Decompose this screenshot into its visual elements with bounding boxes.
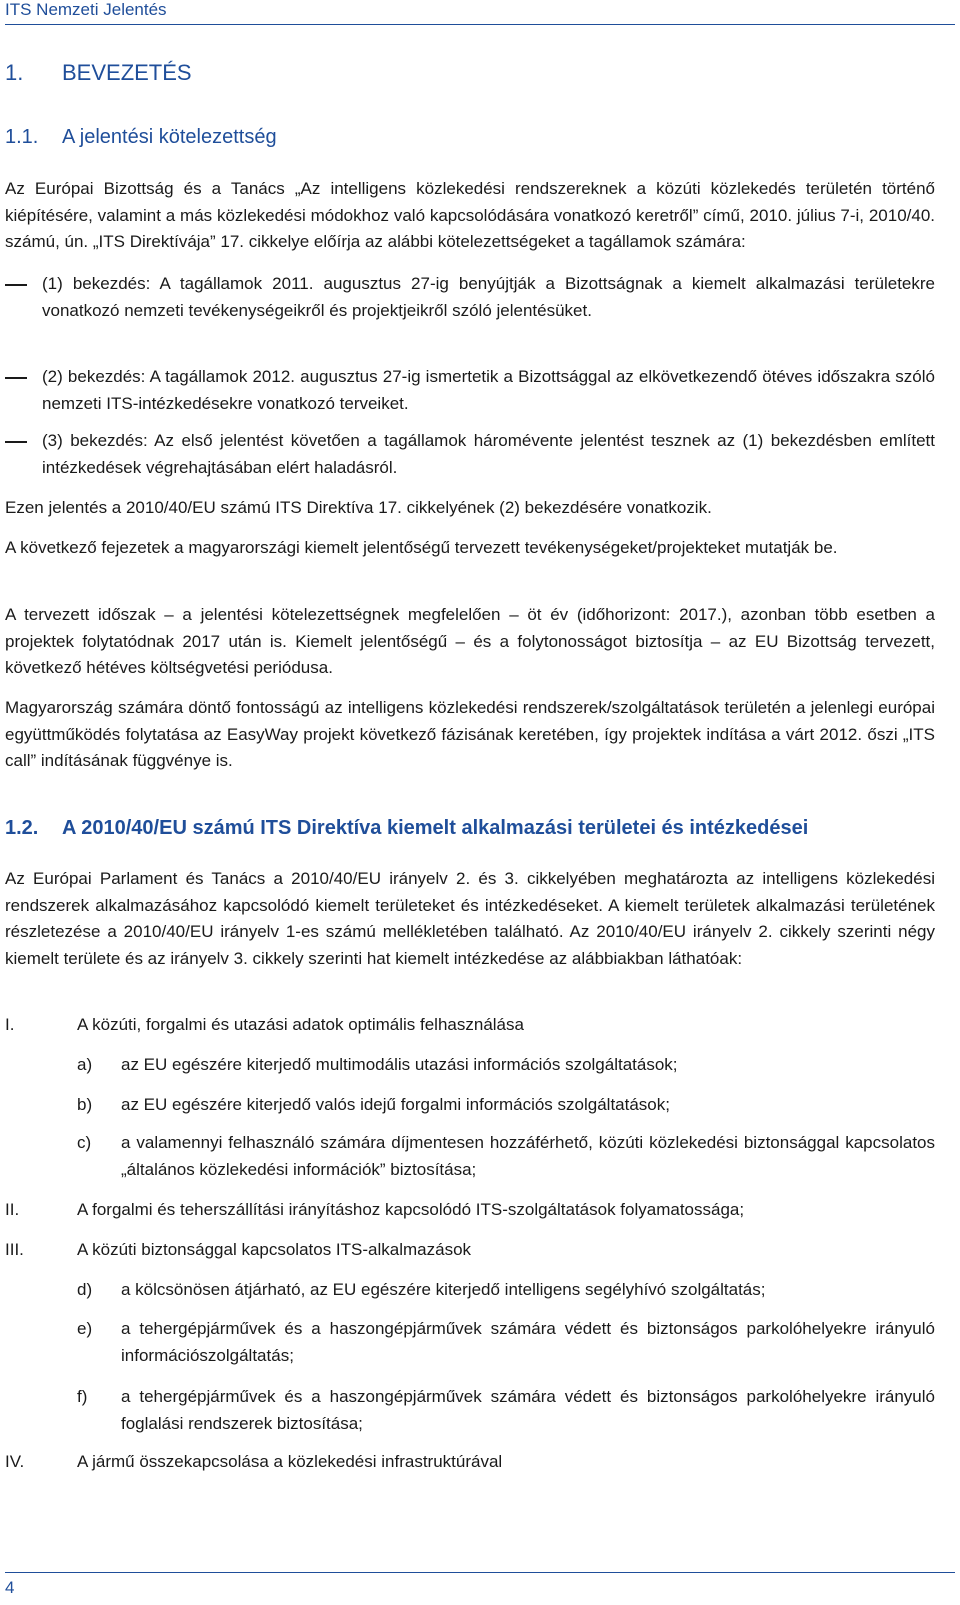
- section-1-2-intro: Az Európai Parlament és Tanács a 2010/40/EU irányelv 2. és 3. cikkelyében meghatározta az intelligens közlekedési rendszerek alkalmazásához kapcsolódó kiemelt területeket és intézkedéseket. A kiemelt területek alkalmazási területének részletezése a 2010/40/EU irányelv 1-es számú mellékletében található. Az 2010/40/EU irányelv 2. cikkely szerinti négy kiemelt területe és az irányelv 3. cikkely szerinti hat kiemelt intézkedése az alábbiakban láthatóak:: [5, 869, 935, 968]
- measure-item-d: [77, 1277, 935, 1304]
- area-label: III.: [5, 1240, 24, 1259]
- section-1-1-number: 1.1.: [5, 126, 39, 148]
- measure-text: a tehergépjárművek és a haszongépjárművek számára védett és biztonságos parkolóhelyekre irányuló információszolgáltatás;: [121, 1319, 935, 1365]
- section-1-heading: [5, 60, 192, 86]
- intro-paragraph: Az Európai Bizottság és a Tanács „Az intelligens közlekedési rendszereknek a közúti közlekedés területén történő kiépítésére, valamint a más közlekedési módokhoz való kapcsolódására vonatkozó keretről” című, 2010. július 7-i, 2010/40. számú, ún. „ITS Direktívája” 17. cikkelye előírja az alábbi kötelezettségeket a tagállamok számára:: [5, 179, 935, 251]
- section-1-2-title: A 2010/40/EU számú ITS Direktíva kiemelt alkalmazási területei és intézkedései: [62, 817, 809, 839]
- paragraph-chapters: A következő fejezetek a magyarországi kiemelt jelentőségű tervezett tevékenységeket/projekteket mutatják be.: [5, 538, 838, 557]
- section-1-1-title: A jelentési kötelezettség: [62, 126, 277, 148]
- measure-text: a valamennyi felhasználó számára díjmentesen hozzáférhető, közúti közlekedési biztonsággal kapcsolatos „általános közlekedési információk” biztosítása;: [121, 1133, 935, 1179]
- page-number: 4: [5, 1578, 15, 1597]
- area-item-1: [5, 1012, 935, 1039]
- section-1-2-number: 1.2.: [5, 817, 39, 839]
- obligation-text: (2) bekezdés: A tagállamok 2012. augusztus 27-ig ismertetik a Bizottsággal az elkövetkezendő ötéves időszakra szóló nemzeti ITS-intézkedésekre vonatkozó terveiket.: [42, 367, 935, 413]
- header-rule: [5, 24, 955, 25]
- paragraph-directive: Ezen jelentés a 2010/40/EU számú ITS Direktíva 17. cikkelyének (2) bekezdésére vonatkozik.: [5, 498, 712, 517]
- measure-item-a: [77, 1052, 935, 1079]
- measure-text: az EU egészére kiterjedő valós idejű forgalmi információs szolgáltatások;: [121, 1095, 670, 1114]
- section-1-number: 1.: [5, 60, 24, 85]
- measure-text: a tehergépjárművek és a haszongépjárművek számára védett és biztonságos parkolóhelyekre irányuló foglalási rendszerek biztosítása;: [121, 1387, 935, 1433]
- area-text: A forgalmi és teherszállítási irányításhoz kapcsolódó ITS-szolgáltatások folyamatossága;: [77, 1200, 745, 1219]
- measure-label: d): [77, 1280, 93, 1299]
- measure-item-e: [77, 1316, 935, 1369]
- running-header: ITS Nemzeti Jelentés: [5, 0, 167, 19]
- section-1-1-heading: [5, 126, 277, 149]
- measure-label: b): [77, 1095, 93, 1114]
- area-label: II.: [5, 1200, 20, 1219]
- area-text: A közúti, forgalmi és utazási adatok optimális felhasználása: [77, 1015, 524, 1034]
- measure-item-b: [77, 1092, 935, 1119]
- obligation-item-3: [5, 428, 935, 481]
- obligation-text: (1) bekezdés: A tagállamok 2011. augusztus 27-ig benyújtják a Bizottságnak a kiemelt alkalmazási területekre vonatkozó nemzeti tevékenységeikről és projektjeikről szóló jelentésüket.: [42, 274, 935, 320]
- measure-item-f: [77, 1384, 935, 1437]
- area-item-2: [5, 1197, 935, 1224]
- footer-rule: [5, 1572, 955, 1573]
- measure-label: f): [77, 1387, 88, 1406]
- area-label: I.: [5, 1015, 15, 1034]
- area-item-4: [5, 1449, 935, 1476]
- measure-label: a): [77, 1055, 93, 1074]
- obligation-item-1: [5, 271, 935, 324]
- obligation-text: (3) bekezdés: Az első jelentést követően a tagállamok háromévente jelentést tesznek az (1) bekezdésben említett intézkedések végrehajtásában elért haladásról.: [42, 431, 935, 477]
- measure-label: c): [77, 1133, 92, 1152]
- paragraph-period: A tervezett időszak – a jelentési kötelezettségnek megfelelően – öt év (időhorizont: 2017.), azonban több esetben a projektek folytatódnak 2017 után is. Kiemelt jelentőségű – és a folytonosságot biztosítja – az EU Bizottság tervezett, következő hétéves költségvetési periódusa.: [5, 605, 935, 677]
- section-1-2-heading: [5, 817, 808, 840]
- measure-text: az EU egészére kiterjedő multimodális utazási információs szolgáltatások;: [121, 1055, 678, 1074]
- obligation-item-2: [5, 364, 935, 417]
- area-label: IV.: [5, 1452, 25, 1471]
- area-text: A jármű összekapcsolása a közlekedési infrastruktúrával: [77, 1452, 503, 1471]
- section-1-title: BEVEZETÉS: [62, 60, 192, 85]
- measure-text: a kölcsönösen átjárható, az EU egészére kiterjedő intelligens segélyhívó szolgáltatás;: [121, 1280, 766, 1299]
- paragraph-hungary: Magyarország számára döntő fontosságú az intelligens közlekedési rendszerek/szolgáltatások területén a jelenlegi európai együttműködés folytatása az EasyWay projekt következő fázisának keretében, így projektek indítása a várt 2012. őszi „ITS call” indításának függvénye is.: [5, 698, 935, 770]
- area-text: A közúti biztonsággal kapcsolatos ITS-alkalmazások: [77, 1240, 472, 1259]
- area-item-3: [5, 1237, 935, 1264]
- measure-item-c: [77, 1130, 935, 1183]
- measure-label: e): [77, 1319, 93, 1338]
